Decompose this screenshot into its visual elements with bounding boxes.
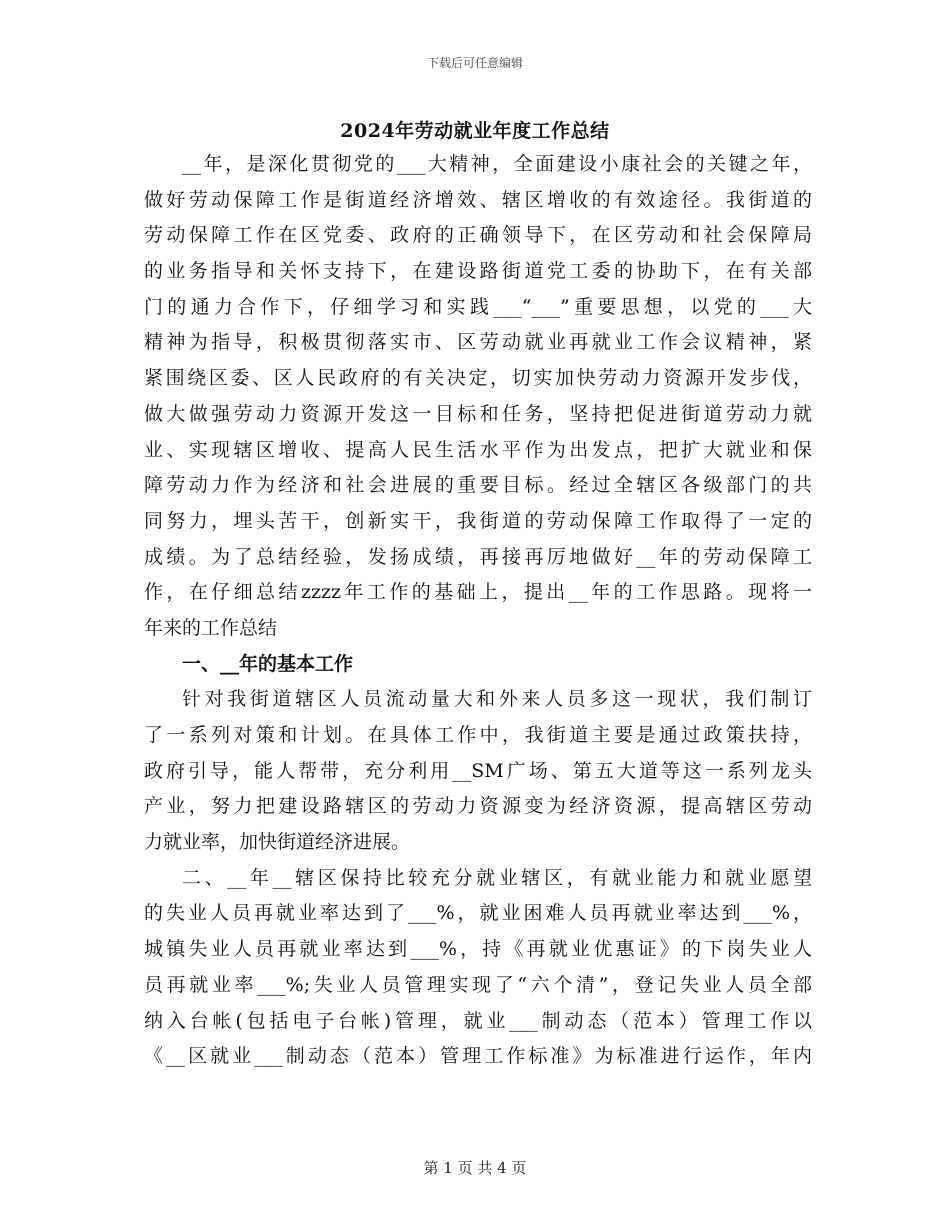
header-note: 下载后可任意编辑 bbox=[426, 56, 523, 70]
text-line: 政府引导，能人帮带，充分利用__SM广场、第五大道等这一系列龙头 bbox=[144, 759, 812, 782]
text-line: 业、实现辖区增收、提高人民生活水平作为出发点，把扩大就业和保 bbox=[144, 438, 812, 461]
text-line: 做大做强劳动力资源开发这一目标和任务，坚持把促进街道劳动力就 bbox=[144, 402, 812, 425]
text-line: 员再就业率___%;失业人员管理实现了“六个清”，登记失业人员全部 bbox=[144, 973, 812, 996]
text-line: 成绩。为了总结经验，发扬成绩，再接再厉地做好__年的劳动保障工 bbox=[144, 545, 812, 568]
text-line: 障劳动力作为经济和社会进展的重要目标。经过全辖区各级部门的共 bbox=[144, 474, 812, 497]
text-line: 同努力，埋头苦干，创新实干，我街道的劳动保障工作取得了一定的 bbox=[144, 509, 812, 532]
text-line: __年，是深化贯彻党的___大精神，全面建设小康社会的关键之年， bbox=[182, 153, 812, 175]
section-heading: 一、__年的基本工作 bbox=[182, 652, 354, 675]
text-line: 紧围绕区委、区人民政府的有关决定，切实加快劳动力资源开发步伐， bbox=[144, 367, 812, 390]
text-line: 门的通力合作下，仔细学习和实践___“___”重要思想，以党的___大 bbox=[144, 295, 812, 318]
text-line: 作，在仔细总结zzzz年工作的基础上，提出__年的工作思路。现将一 bbox=[144, 581, 812, 604]
text-line: 纳入台帐(包括电子台帐)管理，就业___制动态（范本）管理工作以 bbox=[144, 1009, 812, 1032]
paragraph-basic-work bbox=[144, 682, 812, 860]
text-line: 二、__年__辖区保持比较充分就业辖区，有就业能力和就业愿望 bbox=[182, 866, 812, 889]
text-line: 的失业人员再就业率达到了___%，就业困难人员再就业率达到___%， bbox=[144, 902, 812, 925]
text-line: 了一系列对策和计划。在具体工作中，我街道主要是通过政策扶持， bbox=[144, 724, 812, 746]
text-line: 针对我街道辖区人员流动量大和外来人员多这一现状，我们制订 bbox=[182, 688, 812, 711]
page-footer: 第 1 页 共 4 页 bbox=[423, 1159, 527, 1177]
paragraph-employment bbox=[144, 861, 812, 1075]
text-line: 城镇失业人员再就业率达到___%，持《再就业优惠证》的下岗失业人 bbox=[144, 938, 812, 961]
text-line: 劳动保障工作在区党委、政府的正确领导下，在区劳动和社会保障局 bbox=[144, 224, 812, 247]
document-title: 2024年劳动就业年度工作总结 bbox=[340, 120, 610, 142]
text-line: 产业，努力把建设路辖区的劳动力资源变为经济资源，提高辖区劳动 bbox=[144, 795, 812, 818]
text-line: 年来的工作总结 bbox=[144, 616, 278, 639]
document-body bbox=[144, 147, 812, 1075]
text-line: 的业务指导和关怀支持下，在建设路街道党工委的协助下，在有关部 bbox=[144, 260, 812, 283]
text-line: 《__区就业___制动态（范本）管理工作标准》为标准进行运作，年内 bbox=[144, 1045, 812, 1068]
paragraph-intro bbox=[144, 147, 812, 647]
text-line: 做好劳动保障工作是街道经济增效、辖区增收的有效途径。我街道的 bbox=[144, 188, 812, 211]
text-line: 精神为指导，积极贯彻落实市、区劳动就业再就业工作会议精神，紧 bbox=[144, 331, 812, 354]
text-line: 力就业率，加快街道经济进展。 bbox=[144, 831, 411, 854]
